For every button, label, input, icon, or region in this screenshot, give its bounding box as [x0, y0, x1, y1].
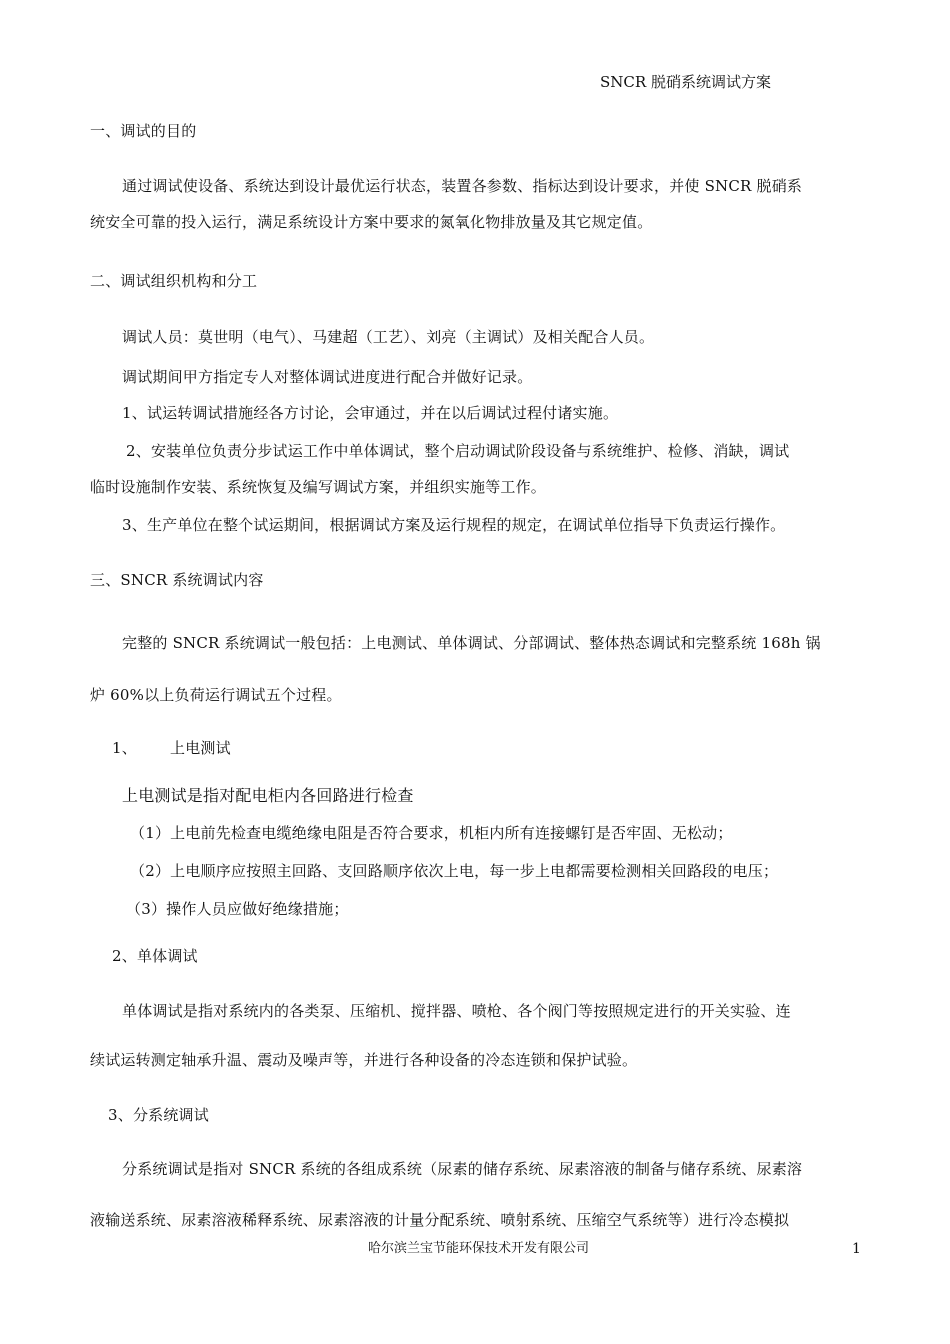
paragraph-line: 上电测试是指对配电柜内各回路进行检查: [122, 786, 414, 805]
list-item: （1）上电前先检查电缆绝缘电阻是否符合要求，机柜内所有连接螺钉是否牢固、无松动；: [130, 824, 733, 842]
section-heading-content: 三、SNCR 系统调试内容: [90, 571, 264, 589]
paragraph-line: 分系统调试是指对 SNCR 系统的各组成系统（尿素的储存系统、尿素溶液的制备与储存系统、尿素溶: [122, 1160, 803, 1178]
list-item-continuation: 临时设施制作安装、系统恢复及编写调试方案，并组织实施等工作。: [90, 478, 547, 496]
paragraph-line: 炉 60%以上负荷运行调试五个过程。: [90, 686, 342, 704]
section-heading-organization: 二、调试组织机构和分工: [90, 272, 258, 290]
page-number: 1: [852, 1241, 861, 1257]
paragraph-line: 液输送系统、尿素溶液稀释系统、尿素溶液的计量分配系统、喷射系统、压缩空气系统等）进行冷态模拟: [90, 1211, 790, 1229]
paragraph-line: 完整的 SNCR 系统调试一般包括：上电测试、单体调试、分部调试、整体热态调试和完整系统 168h 锅: [122, 634, 821, 652]
paragraph-line: 通过调试使设备、系统达到设计最优运行状态，装置各参数、指标达到设计要求，并使 SNCR 脱硝系: [122, 177, 803, 195]
footer-company-name: 哈尔滨兰宝节能环保技术开发有限公司: [368, 1241, 590, 1256]
subsection-number: 1、: [112, 739, 137, 757]
paragraph-line: 调试人员：莫世明（电气）、马建超（工艺）、刘亮（主调试）及相关配合人员。: [122, 328, 655, 346]
section-heading-purpose: 一、调试的目的: [90, 122, 197, 140]
document-header-title: SNCR 脱硝系统调试方案: [600, 73, 771, 91]
paragraph-line: 续试运转测定轴承升温、震动及噪声等，并进行各种设备的冷态连锁和保护试验。: [90, 1051, 638, 1069]
paragraph-line: 单体调试是指对系统内的各类泵、压缩机、搅拌器、喷枪、各个阀门等按照规定进行的开关实验、连: [122, 1002, 791, 1020]
subsection-heading-power-test: 上电测试: [170, 739, 231, 757]
paragraph-line: 统安全可靠的投入运行，满足系统设计方案中要求的氮氧化物排放量及其它规定值。: [90, 213, 653, 231]
list-item: 2、安装单位负责分步试运工作中单体调试，整个启动调试阶段设备与系统维护、检修、消缺，调试: [126, 442, 790, 460]
list-item: （3）操作人员应做好绝缘措施；: [126, 900, 349, 918]
list-item: 3、生产单位在整个试运期间，根据调试方案及运行规程的规定，在调试单位指导下负责运行操作。: [122, 516, 786, 534]
subsection-heading-unit-test: 2、单体调试: [112, 947, 198, 965]
subsection-heading-subsystem-test: 3、分系统调试: [108, 1106, 209, 1124]
paragraph-line: 调试期间甲方指定专人对整体调试进度进行配合并做好记录。: [122, 368, 533, 386]
list-item: 1、试运转调试措施经各方讨论，会审通过，并在以后调试过程付诸实施。: [122, 404, 619, 422]
list-item: （2）上电顺序应按照主回路、支回路顺序依次上电，每一步上电都需要检测相关回路段的电压；: [130, 862, 779, 880]
